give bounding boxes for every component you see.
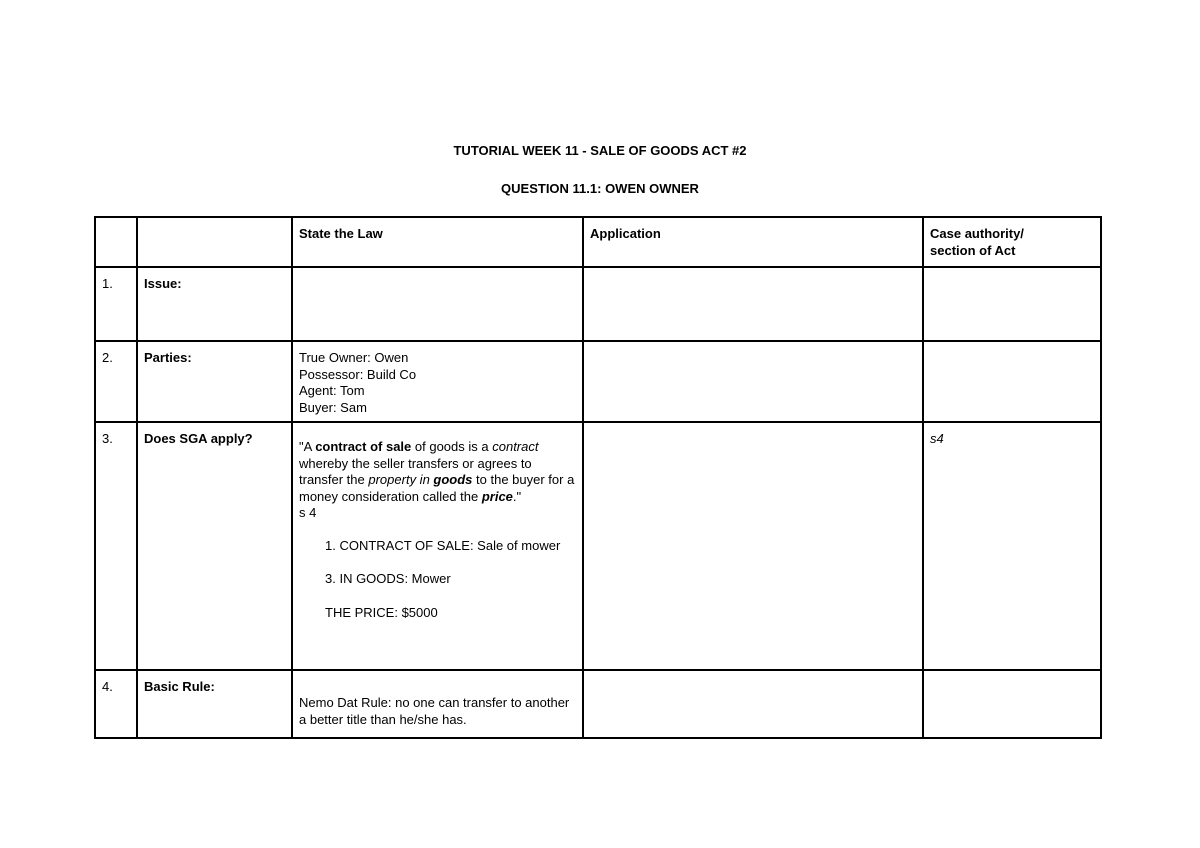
row-label-issue: Issue:	[137, 267, 292, 341]
sga-authority-s4: s4	[930, 431, 944, 446]
document-title: TUTORIAL WEEK 11 - SALE OF GOODS ACT #2	[453, 143, 747, 158]
header-authority-line1: Case authority/	[930, 226, 1024, 241]
header-state-the-law: State the Law	[292, 217, 583, 267]
nemo-dat-rule: Nemo Dat Rule: no one can transfer to another a better title than he/she has.	[299, 695, 570, 727]
party-agent: Agent: Tom	[299, 383, 365, 398]
row-label-basic-rule: Basic Rule:	[137, 670, 292, 738]
table-row-sga	[95, 422, 1101, 670]
basic-rule-authority-cell	[923, 670, 1101, 738]
sga-law-cell	[292, 422, 583, 670]
sga-definition-quote: "A contract of sale of goods is a contract whereby the seller transfers or agrees to transfer the property in goods to the buyer for a money consideration called the price."	[299, 439, 575, 504]
list-item-contract-of-sale: 1. CONTRACT OF SALE: Sale of mower	[325, 537, 561, 553]
sga-application-cell	[583, 422, 923, 670]
basic-rule-law-cell	[292, 670, 583, 738]
header-cell-number	[95, 217, 137, 267]
table-row-issue	[95, 267, 1101, 341]
party-true-owner: True Owner: Owen	[299, 350, 409, 365]
question-title: QUESTION 11.1: OWEN OWNER	[501, 181, 699, 196]
sga-authority-cell	[923, 422, 1101, 670]
row-number: 3.	[95, 422, 137, 670]
row-number: 1.	[95, 267, 137, 341]
row-label-parties: Parties:	[137, 341, 292, 422]
issue-law-cell	[292, 267, 583, 341]
basic-rule-application-cell	[583, 670, 923, 738]
row-number: 4.	[95, 670, 137, 738]
tutorial-table	[94, 216, 1102, 739]
parties-authority-cell	[923, 341, 1101, 422]
row-number: 2.	[95, 341, 137, 422]
header-case-authority	[923, 217, 1101, 267]
table-row-parties	[95, 341, 1101, 422]
header-cell-label	[137, 217, 292, 267]
issue-authority-cell	[923, 267, 1101, 341]
header-application: Application	[583, 217, 923, 267]
issue-application-cell	[583, 267, 923, 341]
header-authority-line2: section of Act	[930, 242, 1016, 258]
party-possessor: Possessor: Build Co	[299, 366, 417, 382]
header-row	[95, 217, 1101, 267]
row-label-sga: Does SGA apply?	[137, 422, 292, 670]
parties-law-cell	[292, 341, 583, 422]
list-item-the-price: THE PRICE: $5000	[325, 604, 438, 620]
list-item-in-goods: 3. IN GOODS: Mower	[325, 571, 451, 586]
table-row-basic-rule	[95, 670, 1101, 738]
parties-application-cell	[583, 341, 923, 422]
party-buyer: Buyer: Sam	[299, 399, 367, 415]
sga-section-reference: s 4	[299, 505, 317, 520]
